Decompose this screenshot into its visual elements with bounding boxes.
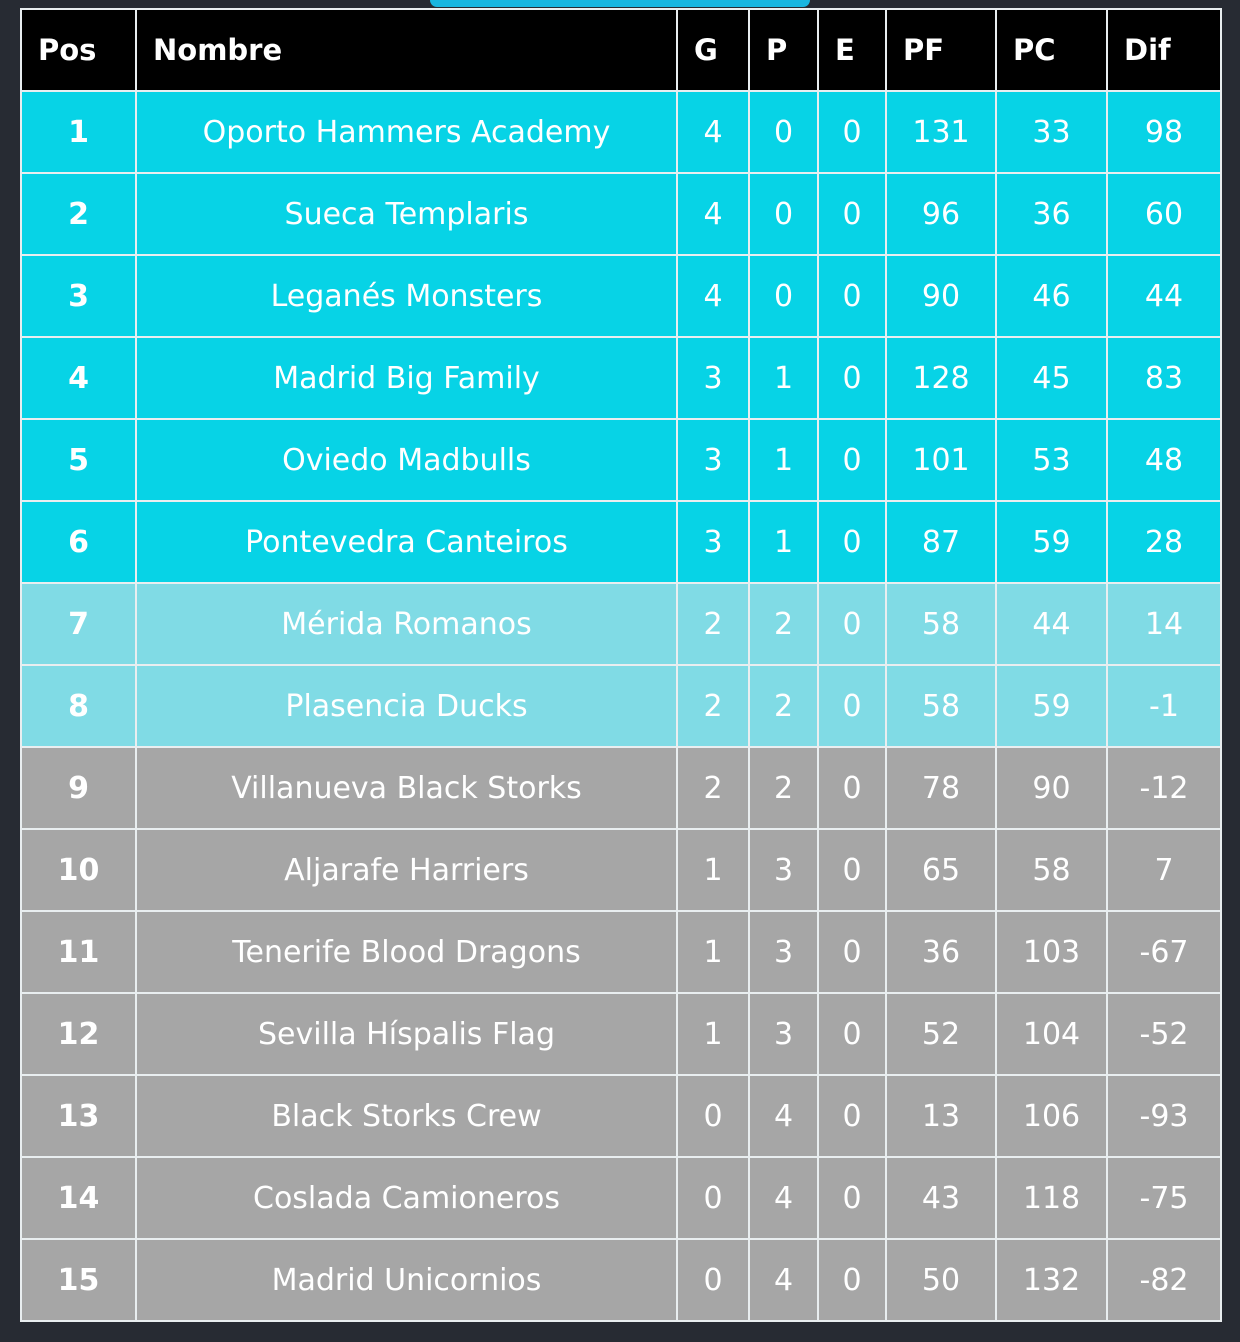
difference-cell: -12 <box>1107 747 1221 829</box>
pos-cell: 3 <box>21 255 136 337</box>
difference-cell: -52 <box>1107 993 1221 1075</box>
tied-cell: 0 <box>818 911 886 993</box>
points-for-cell: 52 <box>886 993 996 1075</box>
table-row[interactable] <box>21 1239 1221 1321</box>
team-name-cell: Aljarafe Harriers <box>136 829 677 911</box>
team-name-cell: Pontevedra Canteiros <box>136 501 677 583</box>
won-cell: 2 <box>677 747 749 829</box>
team-name-cell: Leganés Monsters <box>136 255 677 337</box>
tied-cell: 0 <box>818 419 886 501</box>
won-cell: 3 <box>677 419 749 501</box>
team-name-cell: Sevilla Híspalis Flag <box>136 993 677 1075</box>
difference-cell: 60 <box>1107 173 1221 255</box>
active-tab-indicator <box>430 0 810 7</box>
column-header-pf[interactable]: PF <box>886 9 996 91</box>
pos-cell: 13 <box>21 1075 136 1157</box>
difference-cell: -67 <box>1107 911 1221 993</box>
pos-cell: 14 <box>21 1157 136 1239</box>
pos-cell: 7 <box>21 583 136 665</box>
column-header-g[interactable]: G <box>677 9 749 91</box>
lost-cell: 4 <box>749 1075 818 1157</box>
pos-cell: 11 <box>21 911 136 993</box>
pos-cell: 6 <box>21 501 136 583</box>
tied-cell: 0 <box>818 993 886 1075</box>
table-row[interactable] <box>21 91 1221 173</box>
tied-cell: 0 <box>818 337 886 419</box>
difference-cell: -75 <box>1107 1157 1221 1239</box>
tied-cell: 0 <box>818 665 886 747</box>
points-for-cell: 58 <box>886 665 996 747</box>
tied-cell: 0 <box>818 1075 886 1157</box>
table-row[interactable] <box>21 173 1221 255</box>
points-for-cell: 90 <box>886 255 996 337</box>
points-against-cell: 45 <box>996 337 1107 419</box>
team-name-cell: Madrid Big Family <box>136 337 677 419</box>
table-row[interactable] <box>21 255 1221 337</box>
pos-cell: 4 <box>21 337 136 419</box>
table-row[interactable] <box>21 993 1221 1075</box>
won-cell: 2 <box>677 665 749 747</box>
lost-cell: 1 <box>749 501 818 583</box>
team-name-cell: Madrid Unicornios <box>136 1239 677 1321</box>
team-name-cell: Coslada Camioneros <box>136 1157 677 1239</box>
difference-cell: 14 <box>1107 583 1221 665</box>
pos-cell: 2 <box>21 173 136 255</box>
team-name-cell: Oporto Hammers Academy <box>136 91 677 173</box>
team-name-cell: Mérida Romanos <box>136 583 677 665</box>
difference-cell: -1 <box>1107 665 1221 747</box>
lost-cell: 4 <box>749 1157 818 1239</box>
standings-body <box>21 91 1221 1321</box>
points-against-cell: 33 <box>996 91 1107 173</box>
table-row[interactable] <box>21 1157 1221 1239</box>
points-for-cell: 131 <box>886 91 996 173</box>
column-header-pos[interactable]: Pos <box>21 9 136 91</box>
pos-cell: 9 <box>21 747 136 829</box>
points-for-cell: 87 <box>886 501 996 583</box>
difference-cell: 44 <box>1107 255 1221 337</box>
column-header-e[interactable]: E <box>818 9 886 91</box>
won-cell: 4 <box>677 91 749 173</box>
table-row[interactable] <box>21 501 1221 583</box>
points-for-cell: 50 <box>886 1239 996 1321</box>
points-against-cell: 58 <box>996 829 1107 911</box>
lost-cell: 2 <box>749 583 818 665</box>
table-header-row <box>21 9 1221 91</box>
difference-cell: 83 <box>1107 337 1221 419</box>
points-against-cell: 103 <box>996 911 1107 993</box>
won-cell: 1 <box>677 911 749 993</box>
points-for-cell: 78 <box>886 747 996 829</box>
table-row[interactable] <box>21 747 1221 829</box>
points-for-cell: 96 <box>886 173 996 255</box>
points-against-cell: 106 <box>996 1075 1107 1157</box>
difference-cell: 98 <box>1107 91 1221 173</box>
pos-cell: 1 <box>21 91 136 173</box>
won-cell: 0 <box>677 1239 749 1321</box>
standings-table <box>20 8 1222 1322</box>
points-against-cell: 59 <box>996 665 1107 747</box>
pos-cell: 5 <box>21 419 136 501</box>
difference-cell: -82 <box>1107 1239 1221 1321</box>
pos-cell: 15 <box>21 1239 136 1321</box>
lost-cell: 0 <box>749 255 818 337</box>
lost-cell: 4 <box>749 1239 818 1321</box>
pos-cell: 10 <box>21 829 136 911</box>
points-against-cell: 59 <box>996 501 1107 583</box>
points-for-cell: 65 <box>886 829 996 911</box>
won-cell: 1 <box>677 993 749 1075</box>
table-row[interactable] <box>21 337 1221 419</box>
lost-cell: 3 <box>749 993 818 1075</box>
column-header-p[interactable]: P <box>749 9 818 91</box>
team-name-cell: Black Storks Crew <box>136 1075 677 1157</box>
lost-cell: 0 <box>749 91 818 173</box>
won-cell: 0 <box>677 1157 749 1239</box>
tied-cell: 0 <box>818 501 886 583</box>
won-cell: 4 <box>677 173 749 255</box>
tied-cell: 0 <box>818 1239 886 1321</box>
points-against-cell: 132 <box>996 1239 1107 1321</box>
pos-cell: 12 <box>21 993 136 1075</box>
pos-cell: 8 <box>21 665 136 747</box>
points-against-cell: 90 <box>996 747 1107 829</box>
tied-cell: 0 <box>818 829 886 911</box>
tied-cell: 0 <box>818 583 886 665</box>
points-against-cell: 46 <box>996 255 1107 337</box>
difference-cell: 28 <box>1107 501 1221 583</box>
points-against-cell: 44 <box>996 583 1107 665</box>
points-against-cell: 104 <box>996 993 1107 1075</box>
points-for-cell: 128 <box>886 337 996 419</box>
tied-cell: 0 <box>818 747 886 829</box>
points-against-cell: 53 <box>996 419 1107 501</box>
points-for-cell: 13 <box>886 1075 996 1157</box>
won-cell: 3 <box>677 501 749 583</box>
lost-cell: 1 <box>749 419 818 501</box>
column-header-pc[interactable]: PC <box>996 9 1107 91</box>
lost-cell: 3 <box>749 829 818 911</box>
lost-cell: 1 <box>749 337 818 419</box>
column-header-dif[interactable]: Dif <box>1107 9 1221 91</box>
table-row[interactable] <box>21 829 1221 911</box>
lost-cell: 2 <box>749 747 818 829</box>
won-cell: 0 <box>677 1075 749 1157</box>
tied-cell: 0 <box>818 91 886 173</box>
difference-cell: -93 <box>1107 1075 1221 1157</box>
table-row[interactable] <box>21 583 1221 665</box>
won-cell: 4 <box>677 255 749 337</box>
column-header-nombre[interactable]: Nombre <box>136 9 677 91</box>
tied-cell: 0 <box>818 173 886 255</box>
team-name-cell: Oviedo Madbulls <box>136 419 677 501</box>
won-cell: 2 <box>677 583 749 665</box>
tied-cell: 0 <box>818 255 886 337</box>
points-for-cell: 36 <box>886 911 996 993</box>
table-row[interactable] <box>21 1075 1221 1157</box>
table-row[interactable] <box>21 419 1221 501</box>
team-name-cell: Villanueva Black Storks <box>136 747 677 829</box>
table-row[interactable] <box>21 665 1221 747</box>
difference-cell: 48 <box>1107 419 1221 501</box>
lost-cell: 0 <box>749 173 818 255</box>
won-cell: 3 <box>677 337 749 419</box>
points-against-cell: 36 <box>996 173 1107 255</box>
team-name-cell: Plasencia Ducks <box>136 665 677 747</box>
table-row[interactable] <box>21 911 1221 993</box>
team-name-cell: Tenerife Blood Dragons <box>136 911 677 993</box>
points-for-cell: 58 <box>886 583 996 665</box>
points-against-cell: 118 <box>996 1157 1107 1239</box>
difference-cell: 7 <box>1107 829 1221 911</box>
points-for-cell: 101 <box>886 419 996 501</box>
won-cell: 1 <box>677 829 749 911</box>
lost-cell: 2 <box>749 665 818 747</box>
tied-cell: 0 <box>818 1157 886 1239</box>
points-for-cell: 43 <box>886 1157 996 1239</box>
lost-cell: 3 <box>749 911 818 993</box>
team-name-cell: Sueca Templaris <box>136 173 677 255</box>
